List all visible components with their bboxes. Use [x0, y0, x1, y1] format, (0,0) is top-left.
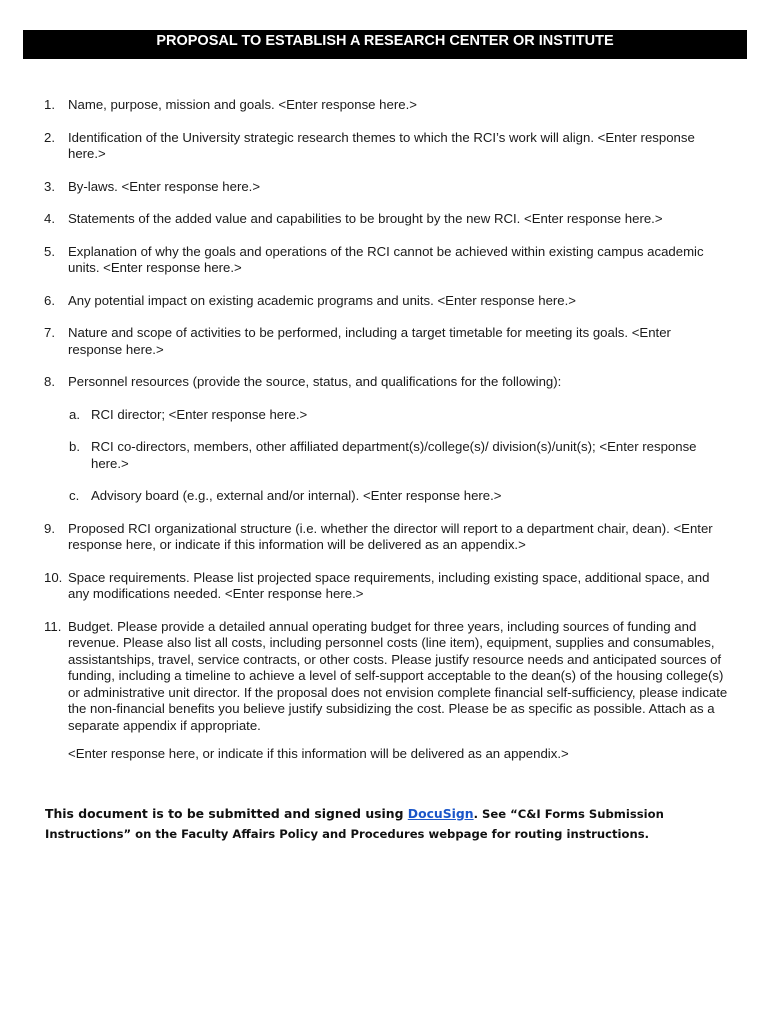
sub-list-item	[69, 439, 731, 472]
sub-list-item	[69, 406, 731, 424]
item-number: 5.	[44, 243, 55, 259]
sub-item-text: RCI co-directors, members, other affiliated department(s)/college(s)/ division(s)/unit(s); <Enter response here.>	[91, 439, 697, 471]
item-number: 8.	[44, 374, 55, 389]
list-item	[44, 211, 728, 228]
list-item	[44, 374, 728, 391]
item-number: 11.	[44, 618, 62, 634]
item-11-response-placeholder: <Enter response here, or indicate if this information will be delivered as an appendix.>	[68, 746, 569, 761]
list-item	[44, 292, 728, 310]
submission-note-rest: . See “C&I Forms Submission Instructions” on the Faculty Affairs Policy and Procedures webpage for routing instructions.	[45, 807, 664, 841]
item-text: Nature and scope of activities to be performed, including a target timetable for meeting its goals. <Enter response here.>	[68, 325, 671, 357]
document-title: PROPOSAL TO ESTABLISH A RESEARCH CENTER OR INSTITUTE	[156, 33, 614, 49]
sub-list-item	[69, 488, 731, 505]
item-number: 10.	[44, 569, 63, 585]
item-text: By-laws. <Enter response here.>	[68, 178, 261, 194]
item-text: Identification of the University strategic research themes to which the RCI’s work will align. <Enter response here.>	[68, 129, 695, 161]
proposal-item-list	[0, 97, 770, 763]
list-item	[44, 618, 728, 735]
item-text: Statements of the added value and capabilities to be brought by the new RCI. <Enter response here.>	[68, 211, 663, 226]
list-item	[44, 129, 728, 163]
sub-item-text: RCI director; <Enter response here.>	[91, 406, 308, 422]
list-item	[44, 325, 728, 358]
sub-item-letter: b.	[69, 439, 80, 454]
item-number: 3.	[44, 178, 55, 194]
item-text: Any potential impact on existing academic programs and units. <Enter response here.>	[68, 292, 577, 308]
item-number: 7.	[44, 325, 55, 340]
item-text: Space requirements. Please list projected space requirements, including existing space, additional space, and any modifications needed. <Enter response here.>	[68, 569, 710, 601]
item-number: 9.	[44, 520, 55, 536]
sub-item-text: Advisory board (e.g., external and/or internal). <Enter response here.>	[91, 488, 502, 503]
list-item	[44, 569, 728, 603]
item-number: 4.	[44, 211, 55, 226]
item-text: Explanation of why the goals and operations of the RCI cannot be achieved within existing campus academic units. <Enter response here.>	[68, 243, 704, 275]
item-text: Name, purpose, mission and goals. <Enter response here.>	[68, 97, 417, 112]
document-title-bar	[23, 30, 747, 59]
item-text: Proposed RCI organizational structure (i.e. whether the director will report to a department chair, dean). <Enter response here, or indicate if this information will be delivered as an appendix.>	[68, 520, 713, 552]
submission-note	[45, 804, 735, 844]
submission-note-lead: This document is to be submitted and signed using	[45, 806, 408, 821]
list-item	[44, 178, 728, 196]
list-item	[44, 520, 728, 554]
list-item	[44, 97, 728, 114]
sub-item-letter: c.	[69, 488, 80, 503]
item-number: 2.	[44, 129, 55, 145]
item-number: 6.	[44, 292, 55, 308]
docusign-link[interactable]: DocuSign	[407, 806, 474, 821]
item-text: Budget. Please provide a detailed annual operating budget for three years, including sources of funding and revenue. Please also list all costs, including personnel costs (line item), equipment, supplies and consumables, assistantships, travel, service contracts, or other costs. Please justify resource needs and anticipated sources of funding, including a timeline to achieve a level of self-support acceptable to the dean(s) of the housing college(s) or administrative unit director. If the proposal does not envision complete financial self-sufficiency, please indicate the non-financial benefits you believe justify subsidizing the cost. Please be as specific as possible. Attach as a separate appendix if appropriate.	[68, 618, 728, 733]
list-item	[44, 243, 728, 277]
item-number: 1.	[44, 97, 55, 112]
sub-item-letter: a.	[69, 406, 80, 422]
item-text: Personnel resources (provide the source, status, and qualifications for the following):	[68, 374, 562, 389]
